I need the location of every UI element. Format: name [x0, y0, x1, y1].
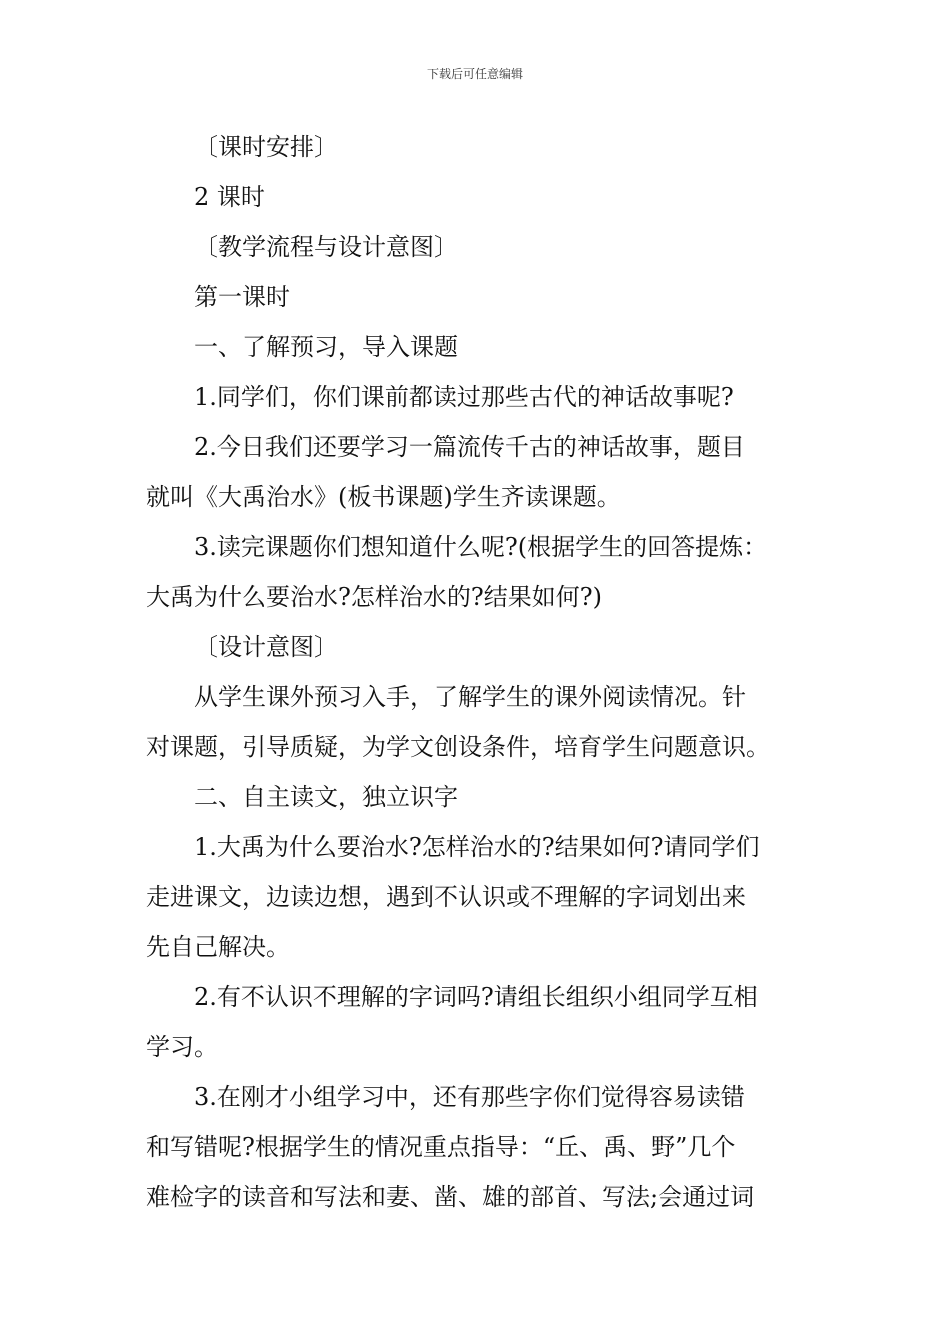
- text-line-22: 难检字的读音和写法和妻、凿、雄的部首、写法;会通过词: [146, 1183, 755, 1211]
- text-line-21: 和写错呢?根据学生的情况重点指导：“丘、禹、野”几个: [146, 1133, 736, 1161]
- text-line-10: 大禹为什么要治水?怎样治水的?结果如何?): [146, 583, 602, 611]
- text-line-3: 〔教学流程与设计意图〕: [194, 233, 458, 261]
- text-line-7: 2.今日我们还要学习一篇流传千古的神话故事，题目: [194, 433, 745, 461]
- text-line-9: 3.读完课题你们想知道什么呢?(根据学生的回答提炼：: [194, 533, 768, 561]
- text-line-20: 3.在刚才小组学习中，还有那些字你们觉得容易读错: [194, 1083, 745, 1111]
- text-line-16: 走进课文，边读边想，遇到不认识或不理解的字词划出来: [146, 883, 746, 911]
- text-line-13: 对课题，引导质疑，为学文创设条件，培育学生问题意识。: [146, 733, 770, 761]
- document-body: [146, 122, 816, 1222]
- text-line-5: 一、了解预习，导入课题: [194, 333, 458, 361]
- text-line-4: 第一课时: [194, 283, 290, 311]
- text-line-12: 从学生课外预习入手，了解学生的课外阅读情况。针: [194, 683, 746, 711]
- page-header-note: 下载后可任意编辑: [426, 67, 523, 81]
- text-line-19: 学习。: [146, 1033, 218, 1061]
- text-line-17: 先自己解决。: [146, 933, 290, 961]
- text-line-8: 就叫《大禹治水》(板书课题)学生齐读课题。: [146, 483, 621, 511]
- text-line-14: 二、自主读文，独立识字: [194, 783, 458, 811]
- text-line-18: 2.有不认识不理解的字词吗?请组长组织小组同学互相: [194, 983, 758, 1011]
- text-line-1: 〔课时安排〕: [194, 133, 338, 161]
- text-line-2: 2 课时: [194, 183, 265, 211]
- text-line-15: 1.大禹为什么要治水?怎样治水的?结果如何?请同学们: [194, 833, 760, 861]
- text-line-6: 1.同学们，你们课前都读过那些古代的神话故事呢?: [194, 383, 734, 411]
- text-line-11: 〔设计意图〕: [194, 633, 338, 661]
